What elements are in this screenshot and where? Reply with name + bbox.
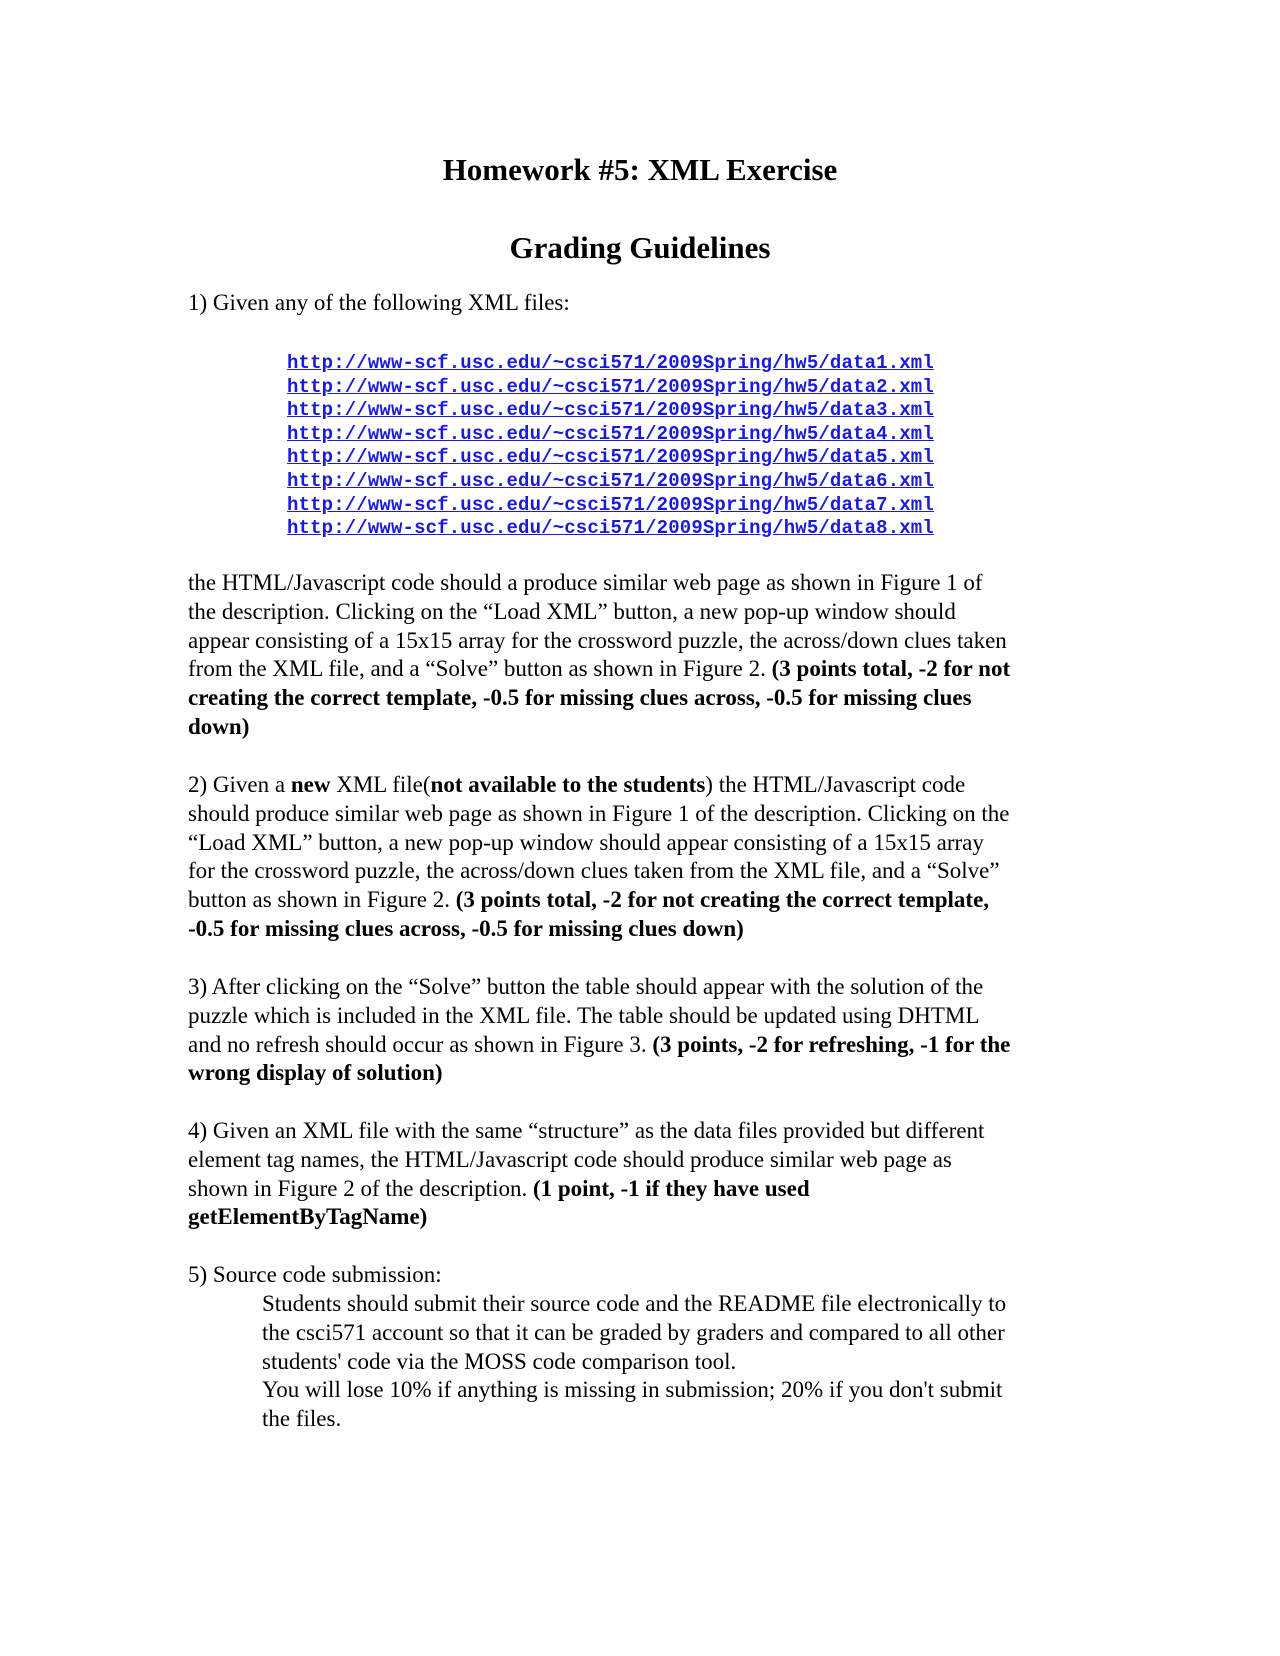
item4-line3 [188, 1175, 1108, 1204]
xml-link-data8[interactable]: http://www-scf.usc.edu/~csci571/2009Spring/hw5/data8.xml [287, 517, 934, 540]
item4-line1: 4) Given an XML file with the same “structure” as the data files provided but different [188, 1118, 985, 1143]
item2-text-a: 2) Given a [188, 772, 291, 797]
list-item [287, 494, 934, 518]
item4-line2: element tag names, the HTML/Javascript code should produce similar web page as [188, 1146, 952, 1172]
item2-line2: should produce similar web page as shown in Figure 1 of the description. Clicking on the [188, 800, 1010, 826]
item4-points: (1 point, -1 if they have used [532, 1175, 810, 1201]
item5-line2: the csci571 account so that it can be graded by graders and compared to all other [262, 1319, 1005, 1345]
item2-line5 [188, 886, 1108, 915]
item2-line5-text: button as shown in Figure 2. [188, 887, 450, 913]
item3-points-line2: wrong display of solution) [188, 1060, 443, 1086]
xml-link-data3[interactable]: http://www-scf.usc.edu/~csci571/2009Spring/hw5/data3.xml [287, 399, 934, 422]
item2-points-line2: -0.5 for missing clues across, -0.5 for missing clues down) [188, 915, 744, 941]
item2-new: new [290, 772, 331, 797]
list-item [287, 352, 934, 376]
item3-points: (3 points, -2 for refreshing, -1 for the [652, 1031, 1011, 1057]
item2-not-available: not available to the students [430, 772, 706, 797]
list-item [287, 446, 934, 470]
xml-link-data5[interactable]: http://www-scf.usc.edu/~csci571/2009Spring/hw5/data5.xml [287, 446, 934, 469]
item1-line1: the HTML/Javascript code should a produce similar web page as shown in Figure 1 of [188, 570, 983, 595]
item2-text-c: ) the HTML/Javascript code [705, 772, 966, 797]
list-item [287, 399, 934, 423]
item2-points: (3 points total, -2 for not creating the correct template, [455, 887, 990, 913]
item1-intro: 1) Given any of the following XML files: [188, 290, 570, 315]
item2-line1 [188, 771, 1108, 800]
item4-line3-text: shown in Figure 2 of the description. [188, 1175, 528, 1201]
item1-line3: appear consisting of a 15x15 array for the crossword puzzle, the across/down clues taken [188, 627, 1007, 653]
item3-paragraph [188, 973, 1108, 1088]
xml-link-data4[interactable]: http://www-scf.usc.edu/~csci571/2009Spring/hw5/data4.xml [287, 422, 934, 445]
item2-line4: for the crossword puzzle, the across/down clues taken from the XML file, and a “Solve” [188, 858, 1000, 884]
item1-line4-text: from the XML file, and a “Solve” button as shown in Figure 2. [188, 656, 766, 682]
item1-points: (3 points total, -2 for not [771, 656, 1011, 682]
item5-paragraph [262, 1290, 1102, 1434]
xml-file-links [287, 352, 934, 541]
item3-line3-text: and no refresh should occur as shown in Figure 3. [188, 1031, 647, 1057]
document-subtitle: Grading Guidelines [509, 230, 771, 265]
list-item [287, 470, 934, 494]
xml-link-data6[interactable]: http://www-scf.usc.edu/~csci571/2009Spring/hw5/data6.xml [287, 469, 934, 492]
item3-line2: puzzle which is included in the XML file. The table should be updated using DHTML [188, 1002, 980, 1028]
item5-line1: Students should submit their source code and the README file electronically to [262, 1291, 1007, 1316]
xml-link-data1[interactable]: http://www-scf.usc.edu/~csci571/2009Spring/hw5/data1.xml [287, 352, 934, 374]
item5-line5: the files. [262, 1406, 342, 1432]
item4-paragraph [188, 1117, 1108, 1232]
item2-text-b: XML file( [330, 772, 431, 797]
item1-line4 [188, 655, 1108, 684]
list-item [287, 376, 934, 400]
item1-paragraph [188, 569, 1108, 742]
item2-paragraph [188, 771, 1108, 944]
list-item [287, 517, 934, 541]
item1-points-line2: creating the correct template, -0.5 for missing clues across, -0.5 for missing clues [188, 685, 972, 711]
item4-points-line2: getElementByTagName) [188, 1204, 428, 1230]
list-item [287, 423, 934, 447]
item5-heading: 5) Source code submission: [188, 1262, 442, 1287]
item5-line3: students' code via the MOSS code comparison tool. [262, 1348, 737, 1374]
item3-line1: 3) After clicking on the “Solve” button the table should appear with the solution of the [188, 974, 984, 999]
xml-link-data2[interactable]: http://www-scf.usc.edu/~csci571/2009Spring/hw5/data2.xml [287, 375, 934, 398]
item3-line3 [188, 1031, 1108, 1060]
item2-line3: “Load XML” button, a new pop-up window should appear consisting of a 15x15 array [188, 829, 984, 855]
document-title: Homework #5: XML Exercise [442, 152, 838, 187]
item1-line2: the description. Clicking on the “Load XML” button, a new pop-up window should [188, 598, 956, 624]
item5-line4: You will lose 10% if anything is missing in submission; 20% if you don't submit [262, 1377, 1003, 1403]
xml-link-data7[interactable]: http://www-scf.usc.edu/~csci571/2009Spring/hw5/data7.xml [287, 493, 934, 516]
item1-points-line3: down) [188, 713, 250, 739]
